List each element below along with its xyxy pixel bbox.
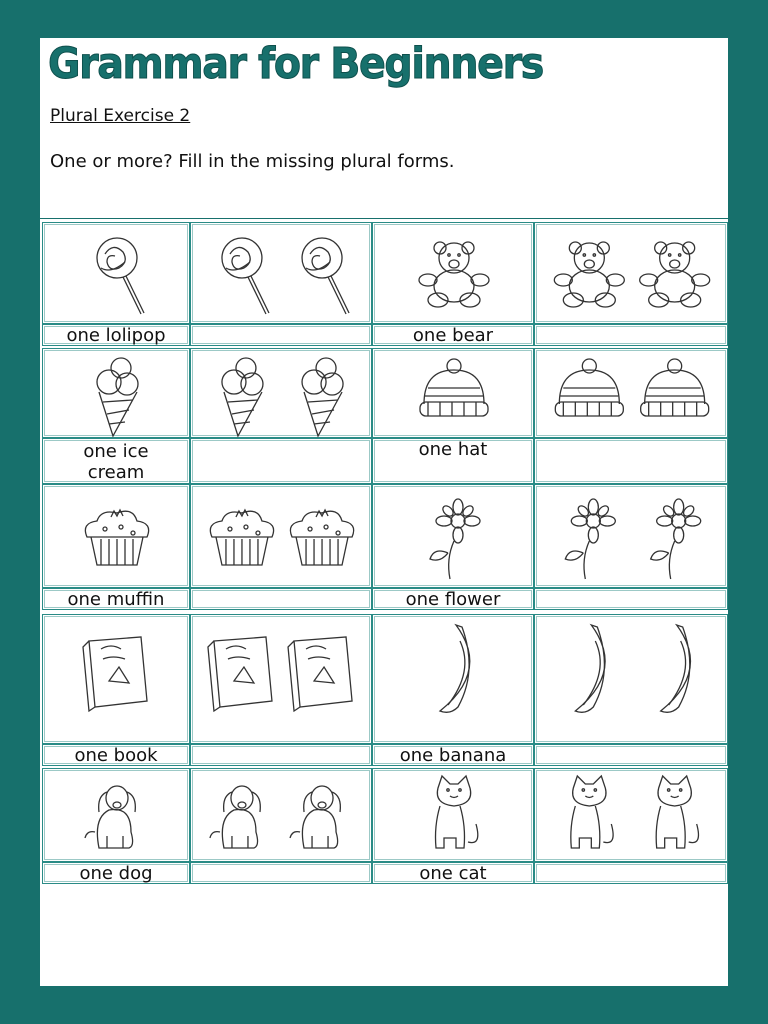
picture-cell-singular [42,614,190,744]
dog-icon [191,769,373,863]
plural-answer-field[interactable] [190,438,372,484]
picture-cell-plural [534,484,728,588]
teddy-bear-icon [535,223,729,325]
singular-label: one hat [372,438,534,484]
picture-cell-singular [42,484,190,588]
ice-cream-icon [191,349,373,439]
worksheet-page [40,38,728,986]
divider [40,218,728,219]
cat-icon [373,769,535,863]
plural-answer-field[interactable] [190,588,372,610]
lollipop-icon [191,223,373,325]
singular-label: one dog [42,862,190,884]
singular-label: one book [42,744,190,766]
flower-icon [535,485,729,589]
picture-cell-singular [42,222,190,324]
plural-answer-field[interactable] [534,862,728,884]
singular-label: one bear [372,324,534,346]
singular-label: one muffin [42,588,190,610]
lollipop-icon [43,223,191,325]
plural-answer-field[interactable] [534,438,728,484]
banana-icon [373,615,535,745]
singular-label: one lolipop [42,324,190,346]
plural-answer-field[interactable] [534,324,728,346]
plural-answer-field[interactable] [190,862,372,884]
picture-cell-plural [190,222,372,324]
plural-answer-field[interactable] [534,588,728,610]
picture-cell-singular [372,614,534,744]
plural-table [40,220,728,890]
picture-cell-singular [372,484,534,588]
picture-cell-singular [372,348,534,438]
hat-icon [535,349,729,439]
plural-answer-field[interactable] [534,744,728,766]
instructions-text: One or more? Fill in the missing plural forms. [50,151,455,172]
picture-cell-plural [190,768,372,862]
exercise-subtitle: Plural Exercise 2 [50,106,191,126]
picture-cell-singular [42,348,190,438]
muffin-icon [43,485,191,589]
picture-cell-plural [190,348,372,438]
picture-cell-singular [42,768,190,862]
picture-cell-plural [190,484,372,588]
singular-label: one flower [372,588,534,610]
picture-cell-singular [372,222,534,324]
flower-icon [373,485,535,589]
singular-label: one banana [372,744,534,766]
teddy-bear-icon [373,223,535,325]
picture-cell-plural [534,768,728,862]
banana-icon [535,615,729,745]
picture-cell-plural [534,222,728,324]
plural-answer-field[interactable] [190,744,372,766]
ice-cream-icon [43,349,191,439]
picture-cell-plural [190,614,372,744]
cat-icon [535,769,729,863]
singular-label: one cat [372,862,534,884]
plural-answer-field[interactable] [190,324,372,346]
hat-icon [373,349,535,439]
picture-cell-plural [534,614,728,744]
picture-cell-plural [534,348,728,438]
dog-icon [43,769,191,863]
muffin-icon [191,485,373,589]
book-icon [43,615,191,745]
book-icon [191,615,373,745]
singular-label: one ice cream [42,438,190,484]
page-title: Grammar for Beginners [48,39,543,89]
picture-cell-singular [372,768,534,862]
